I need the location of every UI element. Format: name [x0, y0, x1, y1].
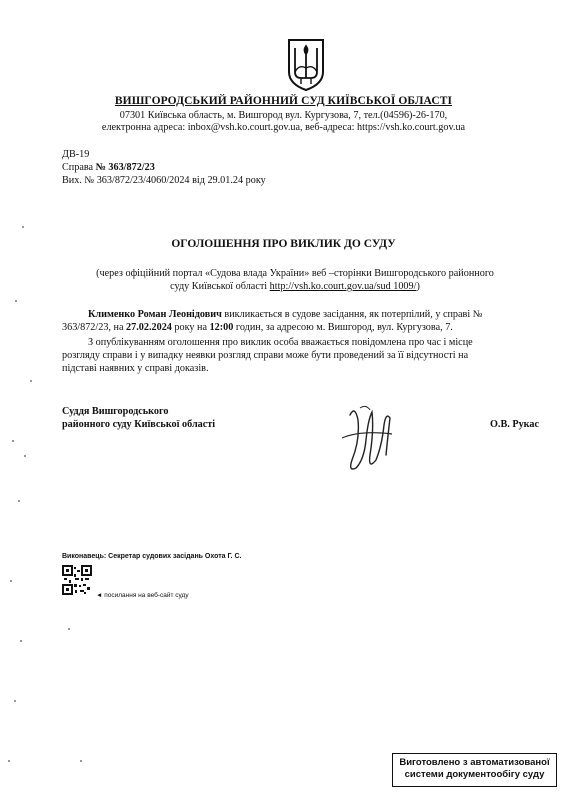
consequence-paragraph-line-3: підставі наявних у справі доказів.	[62, 363, 209, 374]
automated-system-stamp: Виготовлено з автоматизованої системи документообігу суду	[392, 753, 557, 787]
summoned-person-name: Клименко Роман Леонідович	[88, 309, 222, 320]
hearing-time: 12:00	[209, 322, 234, 333]
notice-title: ОГОЛОШЕННЯ ПРО ВИКЛИК ДО СУДУ	[171, 238, 396, 250]
summons-paragraph-line-1: Клименко Роман Леонідович викликається в судове засідання, як потерпілий, у справі №	[88, 309, 483, 320]
consequence-paragraph-line-2: розгляду справи і у випадку неявки розгляд справи може бути проведений за її відсутності на	[62, 350, 469, 361]
consequence-paragraph-line-1: З опублікуванням оголошення про виклик особа вважається повідомлена про час і місце	[88, 337, 473, 348]
court-website-qr-code[interactable]	[62, 565, 92, 595]
court-address: 07301 Київська область, м. Вишгород вул. Кургузова, 7, тел.(04596)-26-170,	[119, 110, 448, 121]
court-portal-link[interactable]: http://vsh.ko.court.gov.ua/sud 1009/	[269, 281, 417, 292]
notice-subtitle-line-2: суду Київської області http://vsh.ko.court.gov.ua/sud 1009/)	[170, 281, 420, 292]
outgoing-number: Вих. № 363/872/23/4060/2024 від 29.01.24 року	[62, 175, 266, 186]
summons-paragraph-line-2: 363/872/23, на 27.02.2024 року на 12:00 годин, за адресою м. Вишгород, вул. Кургузова, 7.	[62, 322, 453, 333]
case-number: № 363/872/23	[95, 162, 155, 173]
judge-name: О.В. Рукас	[490, 419, 540, 430]
case-line	[62, 162, 155, 175]
executor-line: Виконавець: Секретар судових засідань Охота Г. С.	[62, 553, 242, 560]
handwritten-signature	[330, 400, 410, 480]
judge-role-line-1: Суддя Вишгородського	[62, 406, 169, 417]
arrow-left-icon: ◄	[96, 592, 103, 599]
judge-role-line-2: районного суду Київської області	[62, 419, 216, 430]
form-code: ДВ-19	[62, 149, 90, 160]
hearing-date: 27.02.2024	[126, 322, 172, 333]
case-label: Справа	[62, 162, 96, 173]
qr-caption: ◄ посилання на веб-сайт суду	[96, 592, 189, 599]
court-contacts: електронна адреса: inbox@vsh.ko.court.gov.ua, веб-адреса: https://vsh.ko.court.gov.ua	[101, 122, 466, 133]
coat-of-arms-emblem	[287, 38, 325, 92]
notice-subtitle-line-1: (через офіційний портал «Судова влада України» веб –сторінки Вишгородського районного	[96, 268, 494, 279]
court-name: ВИШГОРОДСЬКИЙ РАЙОННИЙ СУД КИЇВСЬКОЇ ОБЛАСТІ	[114, 95, 453, 107]
